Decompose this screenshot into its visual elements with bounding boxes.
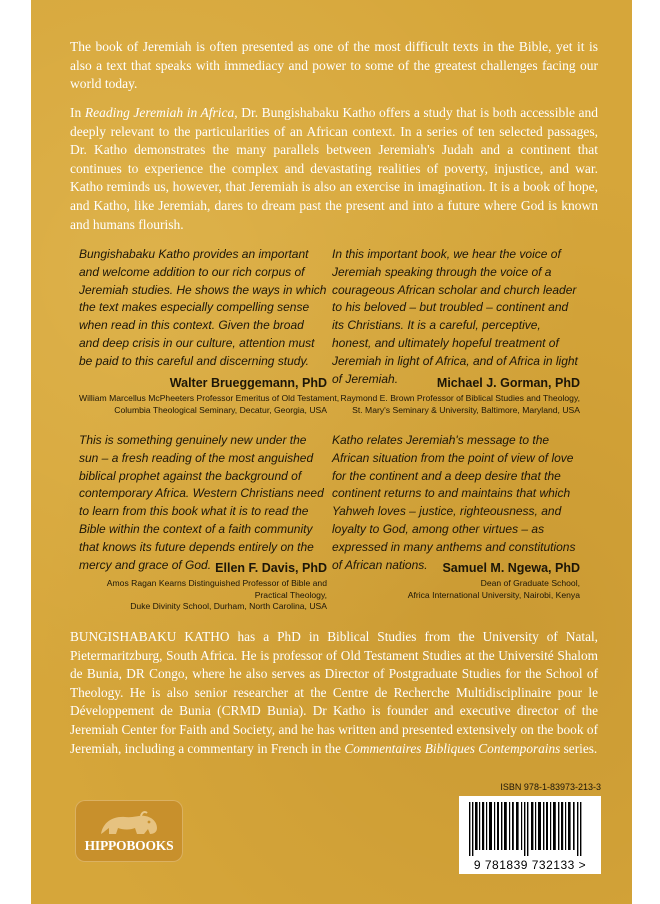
endorser-name: Ellen F. Davis, PhD	[215, 561, 327, 575]
affiliation-line: William Marcellus McPheeters Professor Emeritus of Old Testament,	[79, 393, 340, 403]
intro-body: , Dr. Bungishabaku Katho offers a study that is both accessible and deeply relevant to the particularities of an African context. In a series of ten selected passages, Dr. Katho demonstrates the many parallels between Jeremiah's Judah and a continent that continues to experience the complex and devastating realities of poverty, injustice, and war. Katho reminds us, however, that Jeremiah is also an exercise in imagination. It is a book of hope, and Katho, like Jeremiah, dares to dream past the present and into a future where God is known and humans flourish.	[70, 105, 598, 232]
affiliation-line: St. Mary's Seminary & University, Baltimore, Maryland, USA	[352, 404, 580, 415]
affiliation-line: Duke Divinity School, Durham, North Carolina, USA	[130, 601, 327, 611]
endorser-name: Samuel M. Ngewa, PhD	[442, 561, 580, 575]
endorsement-text: Bungishabaku Katho provides an important and welcome addition to our rich corpus of Jeremiah studies. He shows the ways in which the text makes especially compelling sense when read in this context. Given the broad and deep crisis in our culture, attention must be paid to this careful and discerning study.	[79, 247, 327, 368]
endorser-name: Michael J. Gorman, PhD	[436, 376, 580, 390]
author-bio	[70, 628, 598, 758]
affiliation-line: Practical Theology,	[254, 589, 327, 600]
bio-tail: series.	[560, 740, 598, 756]
affiliation-line: Amos Ragan Kearns Distinguished Professor of Bible and	[106, 578, 327, 588]
affiliation-line: Raymond E. Brown Professor of Biblical Studies and Theology,	[340, 393, 580, 403]
affiliation-line: Columbia Theological Seminary, Decatur, Georgia, USA	[114, 404, 327, 415]
hippo-icon	[97, 806, 161, 840]
barcode-digits: 9 781839 732133 >	[473, 858, 587, 872]
endorser-affiliation	[332, 393, 580, 416]
bio-text: BUNGISHABAKU KATHO has a PhD in Biblical Studies from the University of Natal, Pietermaritzburg, South Africa. He is professor of Old Testament Studies at the Université Shalom de Bunia, DR Congo, where he also serves as Director of Postgraduate Studies for the School of Theology. He is also senior researcher at the Centre de Recherche Multidisciplinaire pour le Développement de Bunia (CRMD Bunia). Dr Katho is founder and executive director of the Jeremiah Center for Faith and Society, and he has written and presented extensively on the book of Jeremiah, including a commentary in French in the	[70, 629, 598, 756]
endorser-name: Walter Brueggemann, PhD	[169, 376, 327, 390]
publisher-name: HIPPOBOOKS	[84, 838, 174, 853]
endorsement-text: In this important book, we hear the voice of Jeremiah speaking through the voice of a courageous African scholar and church leader to his beloved – but troubled – continent and its Christians. It is a careful, perceptive, honest, and ultimately hopeful treatment of Jeremiah in light of Africa, and of Africa in light of Jeremiah.	[332, 247, 578, 386]
publisher-logo	[75, 800, 183, 862]
affiliation-line: Africa International University, Nairobi, Kenya	[407, 589, 580, 600]
endorsement-text: Katho relates Jeremiah's message to the African situation from the point of view of love for the continent and a deep desire that the continent returns to and maintains that which Yahweh loves – justice, righteousness, and loyalty to God, among other virtues – as expressed in many anthems and constitutions of African nations.	[332, 433, 576, 572]
series-title: Commentaires Bibliques Contemporains	[344, 740, 561, 756]
intro-paragraph-1: The book of Jeremiah is often presented as one of the most difficult texts in the Bible, yet it is also a text that speaks with immediacy and power to some of the greatest challenges facing our world today.	[70, 39, 598, 92]
endorsement-text: This is something genuinely new under the sun – a fresh reading of the most anguished biblical prophet against the background of contemporary Africa. Western Christians need to learn from this book what it is to read the Bible within the context of a faith community that knows its future depends entirely on the mercy and grace of God.	[79, 433, 324, 572]
endorser-affiliation	[332, 578, 580, 601]
intro-lead: In	[70, 105, 85, 120]
barcode	[459, 796, 601, 874]
isbn-label: ISBN 978-1-83973-213-3	[500, 782, 601, 792]
book-title: Reading Jeremiah in Africa	[84, 105, 235, 120]
back-cover	[31, 0, 632, 904]
intro-paragraph-2	[70, 104, 598, 234]
endorser-affiliation	[79, 578, 327, 613]
endorser-affiliation	[79, 393, 340, 416]
affiliation-line: Dean of Graduate School,	[480, 578, 580, 588]
barcode-bars	[465, 802, 595, 856]
